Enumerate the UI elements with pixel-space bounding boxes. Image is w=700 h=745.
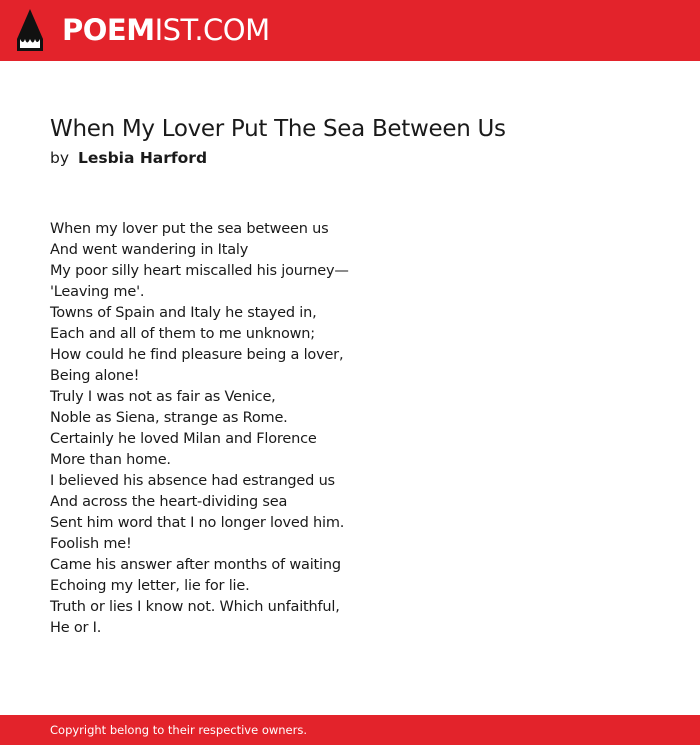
- poem-line: Noble as Siena, strange as Rome.: [50, 410, 288, 426]
- poem-line: Certainly he loved Milan and Florence: [50, 431, 317, 447]
- site-logo-text: [62, 12, 270, 47]
- poem-line: Towns of Spain and Italy he stayed in,: [50, 305, 317, 321]
- poem-line: 'Leaving me'.: [50, 284, 145, 300]
- poem-line: Being alone!: [50, 368, 140, 384]
- pencil-tip-icon: [17, 9, 43, 51]
- poem-body: [50, 219, 349, 639]
- poem-line: When my lover put the sea between us: [50, 221, 329, 237]
- poem-line: More than home.: [50, 452, 171, 468]
- poem-line: Echoing my letter, lie for lie.: [50, 578, 250, 594]
- copyright-notice: Copyright belong to their respective owners.: [50, 723, 308, 737]
- poem-line: And went wandering in Italy: [50, 242, 249, 258]
- by-label: by: [50, 149, 70, 167]
- poem-line: Each and all of them to me unknown;: [50, 326, 315, 342]
- poem-line: My poor silly heart miscalled his journey—: [50, 263, 349, 279]
- poem-line: Sent him word that I no longer loved him.: [50, 515, 345, 531]
- poem-line: Came his answer after months of waiting: [50, 557, 341, 573]
- site-header: [0, 0, 700, 61]
- site-footer: [0, 715, 700, 745]
- logo-text-light: IST.COM: [154, 12, 270, 47]
- poem-line: And across the heart-dividing sea: [50, 494, 288, 510]
- poem-line: Foolish me!: [50, 536, 132, 552]
- poem-line: Truth or lies I know not. Which unfaithful,: [50, 599, 340, 615]
- poem-title: When My Lover Put The Sea Between Us: [50, 116, 506, 142]
- poem-line: Truly I was not as fair as Venice,: [50, 389, 276, 405]
- poem-line: How could he find pleasure being a lover,: [50, 347, 344, 363]
- poem-line: He or I.: [50, 620, 102, 636]
- logo-text-bold: POEM: [62, 12, 155, 47]
- author-name[interactable]: Lesbia Harford: [77, 149, 208, 167]
- poem-line: I believed his absence had estranged us: [50, 473, 335, 489]
- poem-byline: [50, 149, 207, 167]
- site-logo[interactable]: [17, 9, 270, 51]
